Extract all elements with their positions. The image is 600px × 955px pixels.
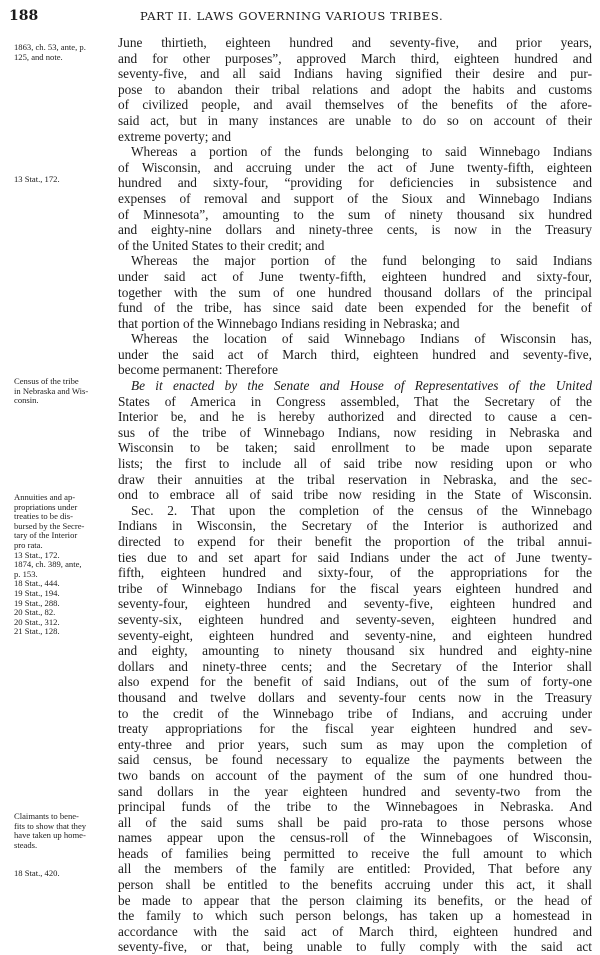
margin-note: Claimants to bene- fits to show that they have taken up home- steads. <box>14 811 87 850</box>
page-header <box>0 8 600 28</box>
running-title: PART II. LAWS GOVERNING VARIOUS TRIBES. <box>140 9 444 23</box>
paragraph: June thirtieth, eighteen hundred and seventy-five, and prior years, and for other purposes”, approved March third, eighteen hundred and seventy-five, and all said Indians having signified their desire and pur- pose to abandon their tribal relations and adopt the habits and customs of civilized people, and avail themselves of the benefits of the afore- said act, but in many instances are unable to do so on account of their extreme poverty; and <box>118 35 592 144</box>
paragraph: Whereas the major portion of the fund belonging to said Indians under said act of June twenty-fifth, eighteen hundred and sixty-four, together with the sum of one hundred thousand dollars of the principal fund of the tribe, has since said date been expended for the benefit of that portion of the Winnebago Indians residing in Nebraska; and <box>118 253 592 331</box>
body-text <box>118 35 592 955</box>
section-2: Sec. 2. That upon the completion of the census of the Winnebago Indians in Wisconsin, the Secretary of the Interior is authorized and directed to expend for their benefit the proportion of the tribal annui- ties due to and set apart for said Indians under the act of June twenty- fifth, eighteen hundred and sixty-four, of the appropriations for the tribe of Winnebago Indians for the fiscal years eighteen hundred and seventy-four, eighteen hundred and seventy-five, eighteen hundred and seventy-six, eighteen hundred and seventy-seven, eighteen hundred and seventy-eight, eighteen hundred and seventy-nine, and eighteen hundred and eighty, amounting to ninety thousand six hundred and eighty-nine dollars and ninety-three cents; and the Secretary of the Interior shall also expend for the benefit of said Indians, out of the sum of forty-one thousand and twelve dollars and seventy-four cents now in the Treasury to the credit of the Winnebago tribe of Indians, and accruing under treaty appropriations for the fiscal year eighteen hundred and sev- enty-three and prior years, such sum as may upon the completion of said census, be found necessary to equalize the payments between the two bands on account of the payment of the sum of one hundred thou- sand dollars in the year eighteen hundred and seventy-two from the principal funds of the tribe to the Winnebagoes in Nebraska. And all of the said sums shall be paid pro-rata to those persons whose names appear upon the census-roll of the Winnebagoes of Wisconsin, heads of families being permitted to receive the full amount to which all the members of the family are entitled: Provided, That before any person shall be entitled to the benefits accruing under this act, it shall be made to appear that the person claiming its benefits, or the head of the family to which such person belongs, has taken up a homestead in accordance with the said act of March third, eighteen hundred and seventy-five, or that, being unable to fully comply with the said act <box>118 502 592 955</box>
page-number: 188 <box>9 8 39 24</box>
margin-note: 1863, ch. 53, ante, p. 125, and note. <box>14 42 86 62</box>
margin-note: 13 Stat., 172. <box>14 174 60 184</box>
enacting-clause: Be it enacted by the Senate and House of Representatives of the United States of America in Congress assembled, That the Secretary of the Interior be, and he is hereby authorized and directed to cause a cen- sus of the tribe of Winnebago Indians, now residing in Nebraska and Wisconsin to be taken; said enrollment to be made upon separate lists; the first to include all of said tribe now residing upon or who draw their annuities at the tribal reservation in Nebraska, and the sec- ond to embrace all of said tribe now residing in the State of Wisconsin. <box>118 378 592 503</box>
paragraph: Whereas the location of said Winnebago Indians of Wisconsin has, under the said act of March third, eighteen hundred and seventy-five, become permanent: Therefore <box>118 331 592 378</box>
margin-note: 18 Stat., 420. <box>14 868 60 878</box>
margin-note: Census of the tribe in Nebraska and Wis- consin. <box>14 376 89 406</box>
paragraph: Whereas a portion of the funds belonging to said Winnebago Indians of Wisconsin, and accruing under the act of June twenty-fifth, eighteen hundred and sixty-four, “providing for deficiencies in subsistence and expenses of removal and support of the Sioux and Winnebago Indians of Minnesota”, amounting to the sum of ninety thousand six hundred and eighty-nine dollars and ninety-three cents, is now in the Treasury of the United States to their credit; and <box>118 144 592 253</box>
margin-note: Annuities and ap- propriations under treaties to be dis- bursed by the Secre- tary of the Interior pro rata. 13 Stat., 172. 1874, ch. 389, ante, p. 153. 18 Stat., 444. 19 Stat., 194. 19 Stat., 288. 20 Stat., 82. 20 Stat., 312. 21 Stat., 128. <box>14 492 85 637</box>
